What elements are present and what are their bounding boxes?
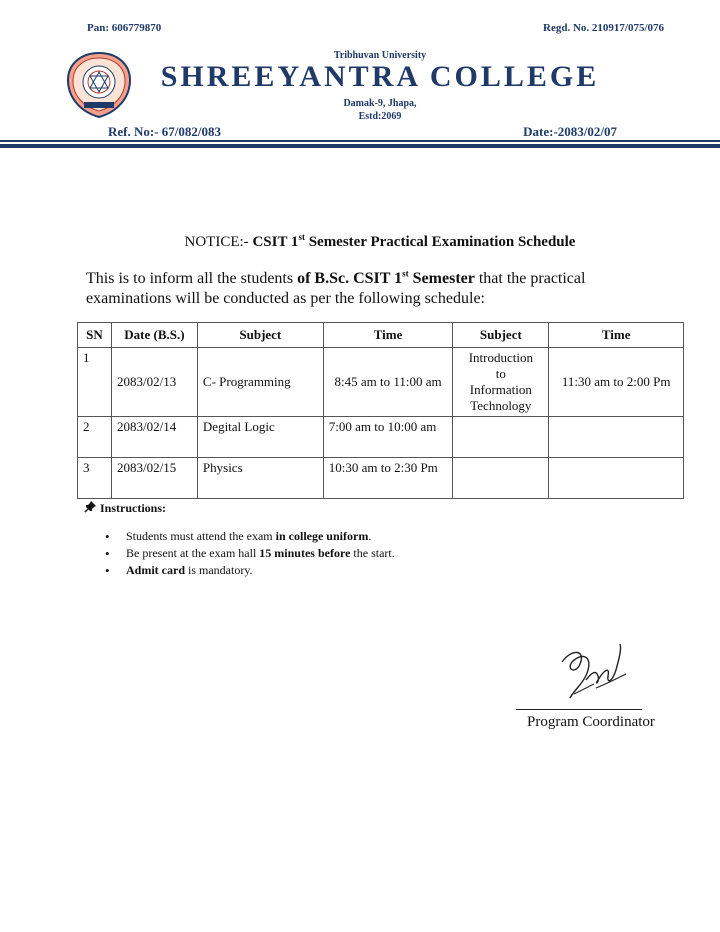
cell-subject-2-line: Introduction (468, 350, 533, 365)
notice-title-b: Semester Practical Examination Schedule (304, 234, 576, 250)
cell-date: 2083/02/14 (111, 417, 197, 458)
item-bold: in college uniform (275, 529, 369, 543)
cell-subject: C- Programming (197, 348, 323, 417)
intro-bold-a: of B.Sc. CSIT 1 (297, 270, 403, 287)
notice-title-a: CSIT 1 (252, 234, 299, 250)
header-sn: SN (78, 323, 112, 348)
cell-subject-2-line: Technology (470, 398, 532, 413)
college-address (0, 97, 720, 123)
cell-subject-2 (453, 348, 549, 417)
table-row (78, 348, 684, 417)
cell-time-2 (549, 458, 684, 499)
cell-subject: Physics (197, 458, 323, 499)
college-name: SHREEYANTRA COLLEGE (160, 60, 600, 93)
item-text-end: the start. (350, 546, 395, 560)
cell-date: 2083/02/15 (111, 458, 197, 499)
header-subject: Subject (197, 323, 323, 348)
cell-sn: 3 (78, 458, 112, 499)
notice-date: Date:-2083/02/07 (523, 124, 617, 139)
cell-subject-2 (453, 417, 549, 458)
cell-time-2: 11:30 am to 2:00 Pm (549, 348, 684, 417)
header-time-2: Time (549, 323, 684, 348)
notice-title-sup: st (298, 232, 305, 242)
item-bold: Admit card (126, 563, 185, 577)
established-line: Estd:2069 (358, 111, 402, 122)
list-item (105, 528, 395, 545)
notice-separator: :- (239, 234, 253, 250)
instructions-list (105, 528, 395, 579)
cell-sn: 2 (78, 417, 112, 458)
cell-time: 10:30 am to 2:30 Pm (323, 458, 453, 499)
intro-text: This is to inform all the students (86, 270, 298, 287)
cell-time: 8:45 am to 11:00 am (323, 348, 453, 417)
schedule-table (77, 322, 684, 499)
intro-text-end: that the practical examinations will be conducted as per the following schedule: (86, 270, 586, 307)
header-date: Date (B.S.) (111, 323, 197, 348)
address-line: Damak-9, Jhapa, (343, 98, 417, 109)
signatory-title: Program Coordinator (527, 714, 655, 730)
notice-prefix: NOTICE (184, 234, 240, 250)
cell-subject-2-line: to (495, 366, 506, 381)
list-item (105, 545, 395, 562)
signature-line (516, 709, 642, 710)
intro-sup: st (402, 268, 409, 279)
header-time: Time (323, 323, 453, 348)
item-text-end: . (368, 529, 372, 543)
reference-number: Ref. No:- 67/082/083 (108, 124, 222, 139)
instructions-heading (84, 500, 166, 516)
notice-title (0, 234, 720, 251)
cell-date: 2083/02/13 (111, 348, 197, 417)
registration-number: Regd. No. 210917/075/076 (543, 22, 664, 34)
header-subject-2: Subject (453, 323, 549, 348)
cell-subject: Degital Logic (197, 417, 323, 458)
item-text-end: is mandatory. (185, 563, 253, 577)
intro-bold-b: Semester (408, 270, 475, 287)
header-rule-thin (0, 140, 720, 142)
cell-time: 7:00 am to 10:00 am (323, 417, 453, 458)
pushpin-icon (84, 500, 97, 513)
item-text: Be present at the exam hall (126, 546, 260, 560)
intro-paragraph (86, 269, 666, 309)
cell-subject-2-line: Information (469, 382, 532, 397)
item-text: Students must attend the exam (126, 529, 276, 543)
list-item (105, 562, 395, 579)
pan-number: Pan: 606779870 (87, 22, 162, 34)
item-bold: 15 minutes before (259, 546, 351, 560)
table-row (78, 458, 684, 499)
table-row (78, 417, 684, 458)
cell-subject-2 (453, 458, 549, 499)
signature (552, 640, 632, 705)
instructions-heading-text: Instructions: (100, 501, 167, 515)
cell-sn: 1 (78, 348, 112, 417)
university-name: Tribhuvan University (333, 50, 427, 61)
table-header-row (78, 323, 684, 348)
cell-time-2 (549, 417, 684, 458)
header-rule-thick (0, 144, 720, 148)
